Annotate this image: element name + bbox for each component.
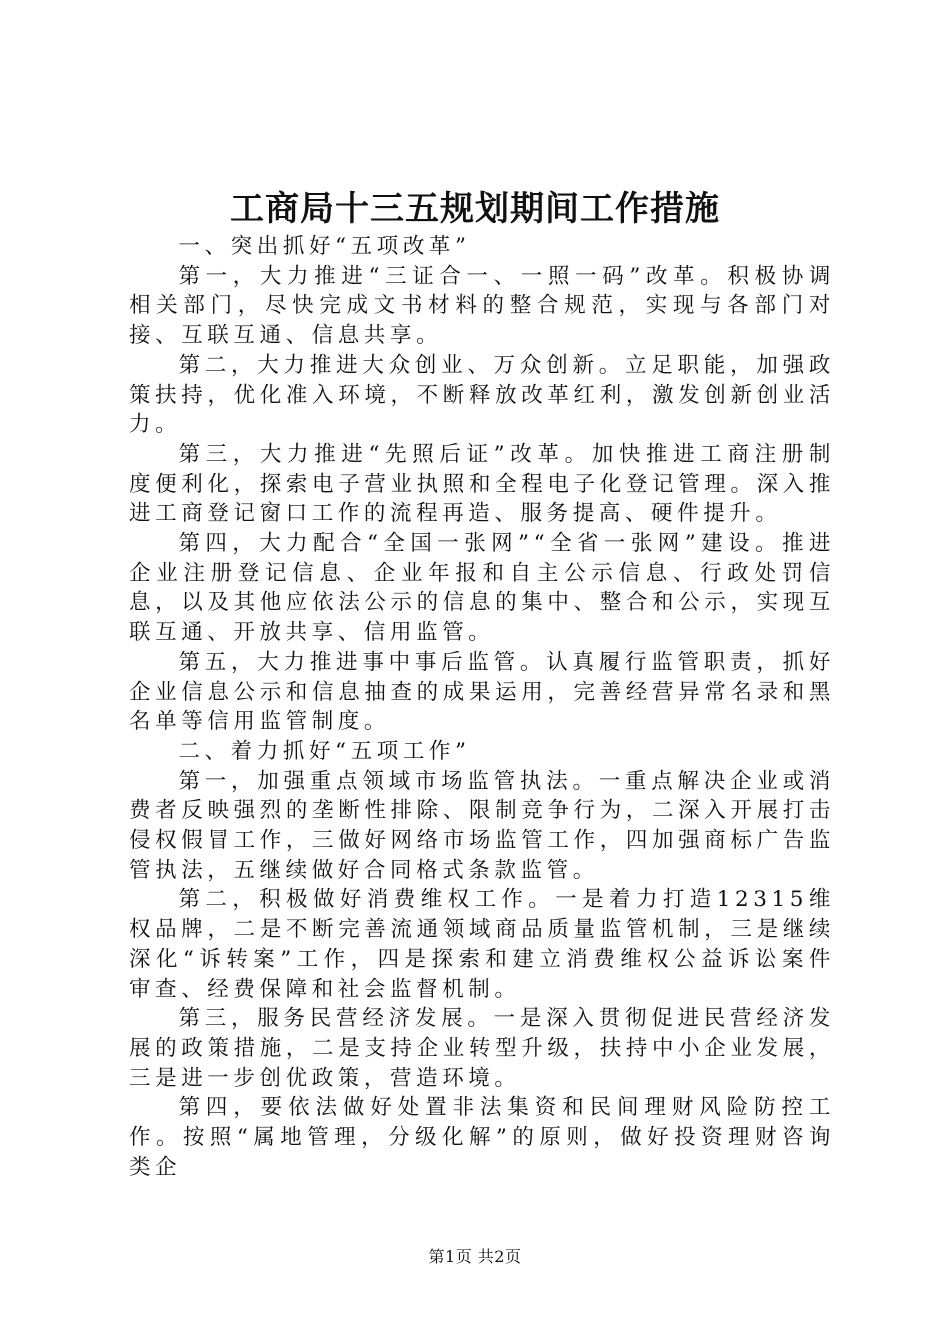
section-heading-1: 一、突出抓好“五项改革”	[178, 234, 471, 259]
paragraph: 第一，大力推进“三证合一、一照一码”改革。积极协调相关部门，尽快完成文书材料的整合规范，实现与各部门对接、互联互通、信息共享。	[129, 263, 835, 349]
paragraph: 第二，积极做好消费维权工作。一是着力打造12315维权品牌，二是不断完善流通领域商品质量监管机制，三是继续深化“诉转案”工作，四是探索和建立消费维权公益诉讼案件审查、经费保障和社会监督机制。	[129, 887, 835, 1002]
paragraph: 第三，大力推进“先照后证”改革。加快推进工商注册制度便利化，探索电子营业执照和全程电子化登记管理。深入推进工商登记窗口工作的流程再造、服务提高、硬件提升。	[129, 441, 835, 527]
document-title: 工商局十三五规划期间工作措施	[230, 189, 720, 229]
section-heading-2: 二、着力抓好“五项工作”	[178, 738, 471, 764]
paragraph: 第四，要依法做好处置非法集资和民间理财风险防控工作。按照“属地管理，分级化解”的原则，做好投资理财咨询类企	[129, 1095, 835, 1180]
paragraph: 第三，服务民营经济发展。一是深入贯彻促进民营经济发展的政策措施，二是支持企业转型升级，扶持中小企业发展，三是进一步创优政策，营造环境。	[129, 1006, 835, 1091]
paragraph: 第五，大力推进事中事后监管。认真履行监管职责，抓好企业信息公示和信息抽查的成果运用，完善经营异常名录和黑名单等信用监管制度。	[129, 649, 835, 735]
paragraph: 第二，大力推进大众创业、万众创新。立足职能，加强政策扶持，优化准入环境，不断释放改革红利，激发创新创业活力。	[129, 352, 835, 438]
page-footer: 第1页 共2页	[428, 1247, 522, 1266]
paragraph: 第四，大力配合“全国一张网”“全省一张网”建设。推进企业注册登记信息、企业年报和自主公示信息、行政处罚信息，以及其他应依法公示的信息的集中、整合和公示，实现互联互通、开放共享、信用监管。	[129, 531, 835, 646]
paragraph: 第一，加强重点领域市场监管执法。一重点解决企业或消费者反映强烈的垄断性排除、限制竞争行为，二深入开展打击侵权假冒工作，三做好网络市场监管工作，四加强商标广告监管执法，五继续做好合同格式条款监管。	[129, 768, 835, 883]
document-body	[129, 232, 835, 1183]
